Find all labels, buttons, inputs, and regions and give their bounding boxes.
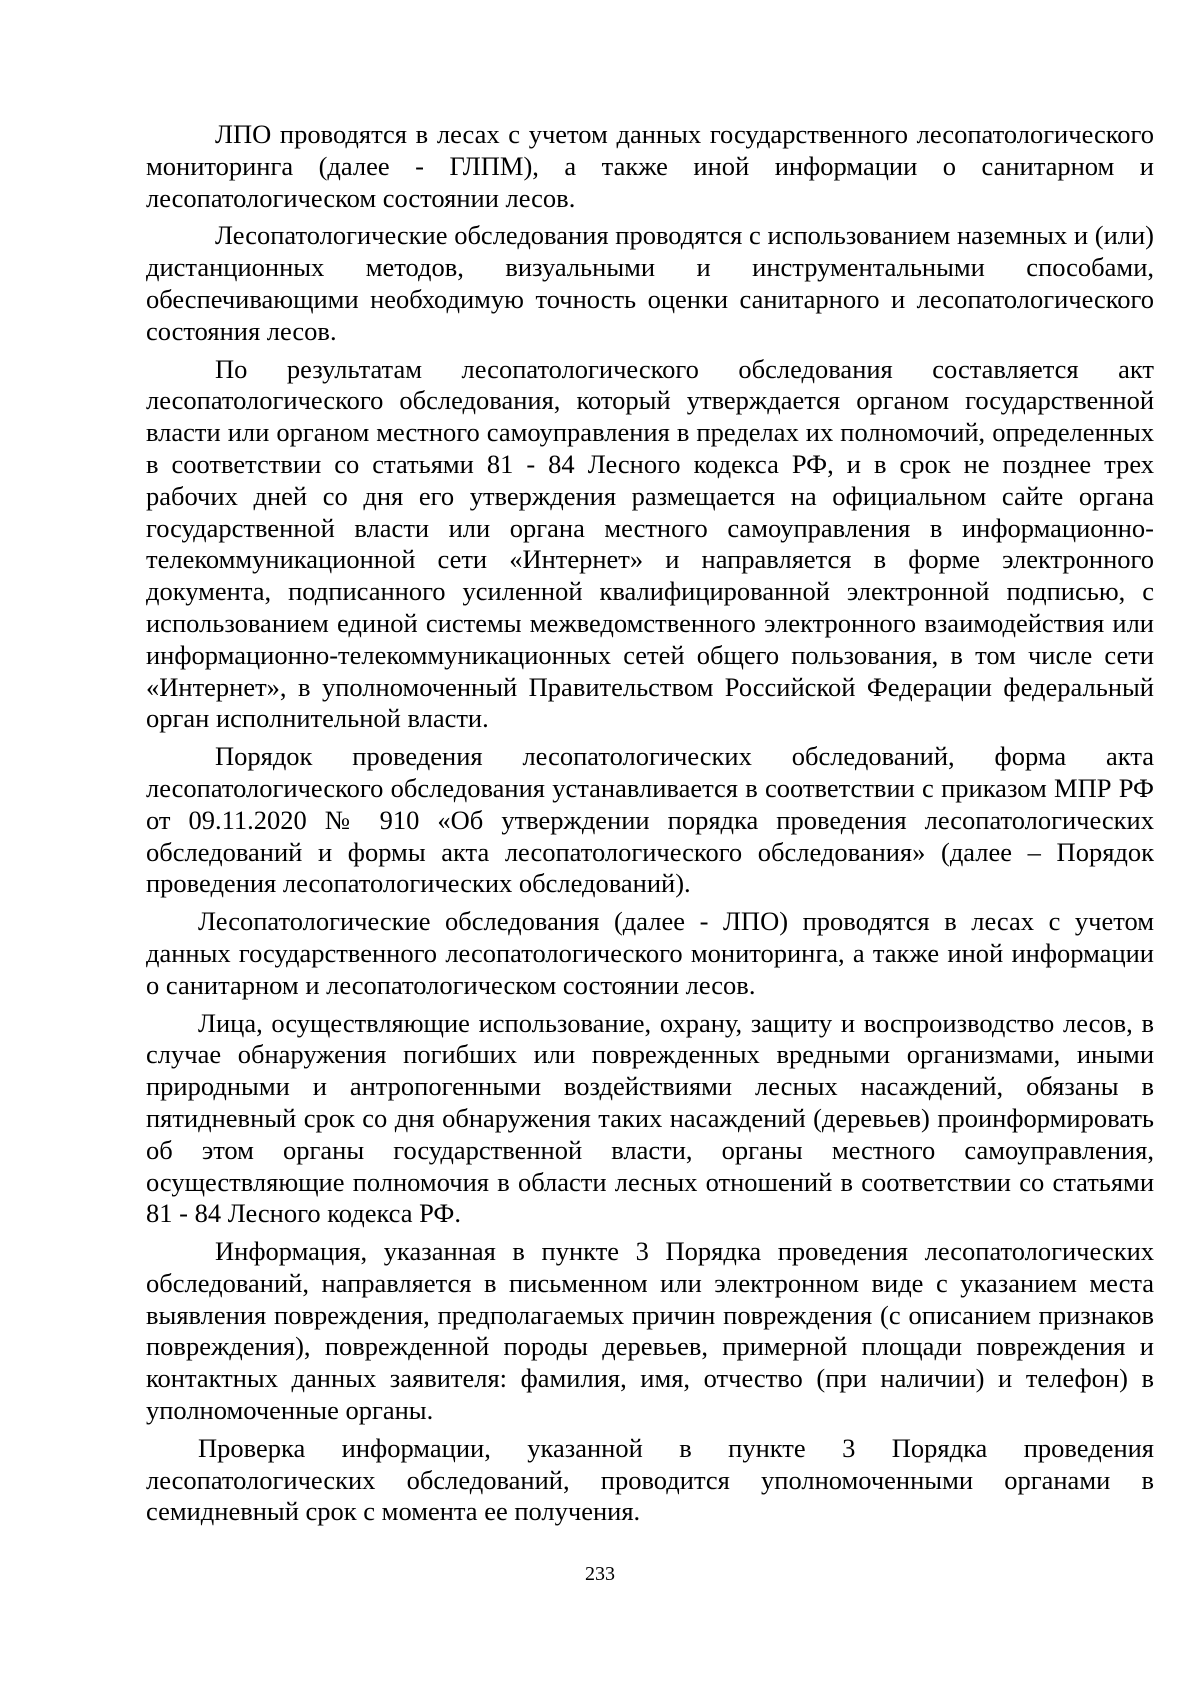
page-number: 233 bbox=[585, 1563, 615, 1585]
document-body bbox=[146, 119, 1154, 1528]
paragraph-8: Проверка информации, указанной в пункте 3 Порядка проведения лесопатологических обследований, проводится уполномоченными органами в семидневный срок с момента ее получения. bbox=[146, 1432, 1154, 1527]
paragraph-6: Лица, осуществляющие использование, охрану, защиту и воспроизводство лесов, в случае обнаружения погибших или поврежденных вредными организмами, иными природными и антропогенными воздействиями лесных насаждений, обязаны в пятидневный срок со дня обнаружения таких насаждений (деревьев) проинформировать об этом органы государственной власти, органы местного самоуправления, осуществляющие полномочия в области лесных отношений в соответствии со статьями 81 - 84 Лесного кодекса РФ. bbox=[146, 1007, 1154, 1229]
paragraph-2: Лесопатологические обследования проводятся с использованием наземных и (или) дистанционных методов, визуальными и инструментальными способами, обеспечивающими необходимую точность оценки санитарного и лесопатологического состояния лесов. bbox=[146, 220, 1154, 346]
paragraph-7: Информация, указанная в пункте 3 Порядка проведения лесопатологических обследований, направляется в письменном или электронном виде с указанием места выявления повреждения, предполагаемых причин повреждения (с описанием признаков повреждения), поврежденной породы деревьев, примерной площади повреждения и контактных данных заявителя: фамилия, имя, отчество (при наличии) и телефон) в уполномоченные органы. bbox=[146, 1236, 1154, 1426]
paragraph-5: Лесопатологические обследования (далее - ЛПО) проводятся в лесах с учетом данных государственного лесопатологического мониторинга, а также иной информации о санитарном и лесопатологическом состоянии лесов. bbox=[146, 906, 1154, 1000]
paragraph-4: Порядок проведения лесопатологических обследований, форма акта лесопатологического обследования устанавливается в соответствии с приказом МПР РФ от 09.11.2020 № 910 «Об утверждении порядка проведения лесопатологических обследований и формы акта лесопатологического обследования» (далее – Порядок проведения лесопатологических обследований). bbox=[146, 741, 1154, 899]
paragraph-3: По результатам лесопатологического обследования составляется акт лесопатологического обследования, который утверждается органом государственной власти или органом местного самоуправления в пределах их полномочий, определенных в соответствии со статьями 81 - 84 Лесного кодекса РФ, и в срок не позднее трех рабочих дней со дня его утверждения размещается на официальном сайте органа государственной власти или органа местного самоуправления в информационно-телекоммуникационной сети «Интернет» и направляется в форме электронного документа, подписанного усиленной квалифицированной электронной подписью, с использованием единой системы межведомственного электронного взаимодействия или информационно-телекоммуникационных сетей общего пользования, в том числе сети «Интернет», в уполномоченный Правительством Российской Федерации федеральный орган исполнительной власти. bbox=[146, 353, 1154, 734]
paragraph-1: ЛПО проводятся в лесах с учетом данных государственного лесопатологического мониторинга (далее - ГЛПМ), а также иной информации о санитарном и лесопатологическом состоянии лесов. bbox=[146, 119, 1154, 213]
